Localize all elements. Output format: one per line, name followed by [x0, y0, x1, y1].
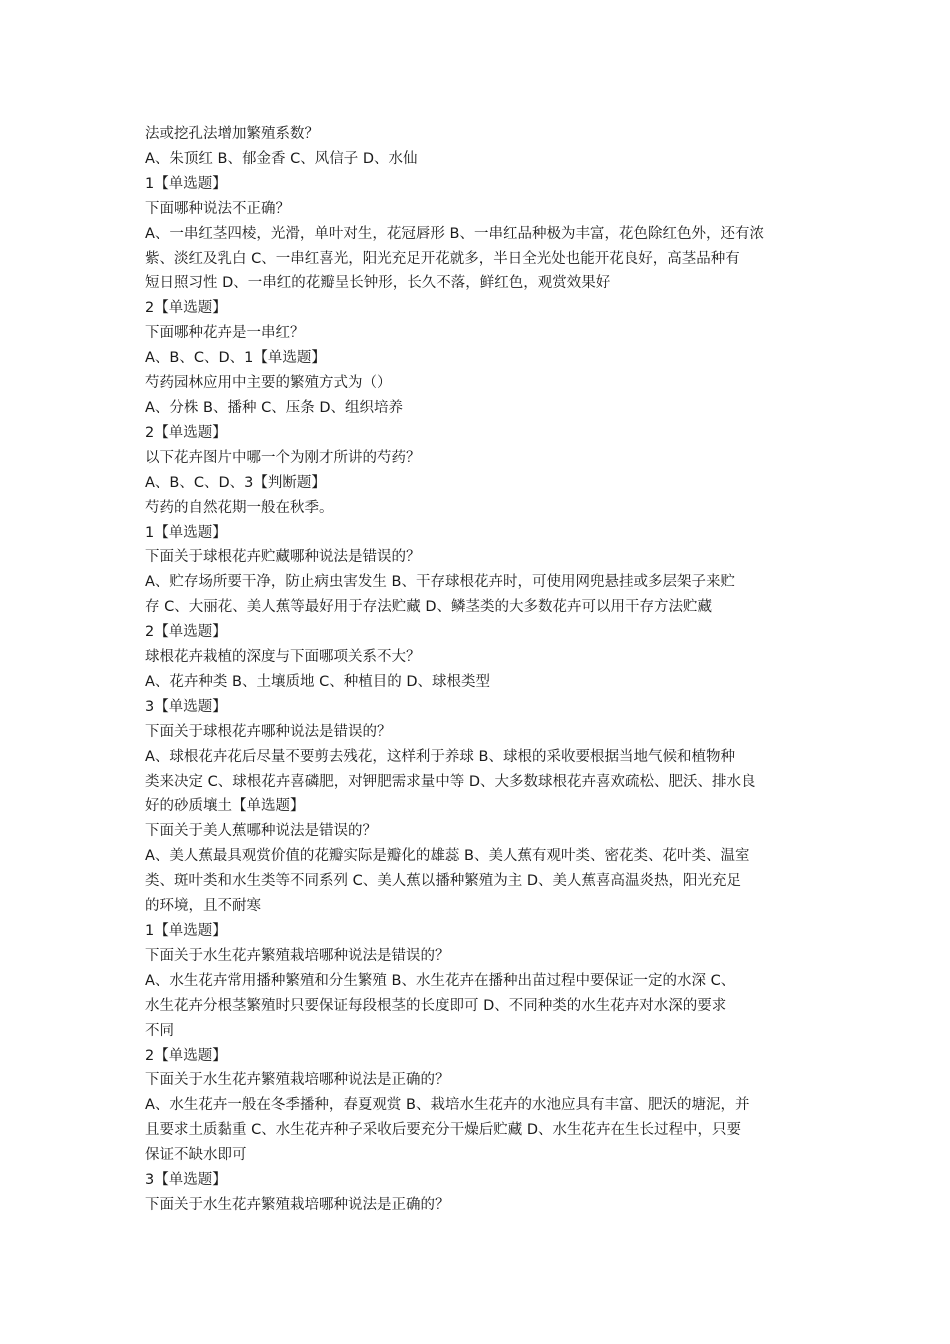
question-text: 下面关于球根花卉贮藏哪种说法是错误的？	[145, 549, 421, 566]
answer-options: 类、斑叶类和水生类等不同系列 C、美人蕉以播种繁殖为主 D、美人蕉喜高温炎热，阳光充足	[145, 873, 742, 890]
question-text: 下面哪种说法不正确？	[145, 200, 290, 217]
question-text: 下面关于球根花卉哪种说法是错误的？	[145, 723, 392, 740]
question-text: 下面关于美人蕉哪种说法是错误的？	[145, 823, 377, 840]
question-text: 球根花卉栽植的深度与下面哪项关系不大？	[145, 649, 421, 666]
question-text: 以下花卉图片中哪一个为刚才所讲的芍药？	[145, 449, 421, 466]
text-line: 法或挖孔法增加繁殖系数？	[145, 126, 319, 142]
answer-options: A、美人蕉最具观赏价值的花瓣实际是瓣化的雄蕊 B、美人蕉有观叶类、密花类、花叶类、温室	[145, 848, 750, 865]
answer-options: 存 C、大丽花、美人蕉等最好用于存法贮藏 D、鳞茎类的大多数花卉可以用干存方法贮藏	[145, 599, 713, 616]
question-text: 下面哪种花卉是一串红？	[145, 325, 305, 342]
answer-options: 且要求土质黏重 C、水生花卉种子采收后要充分干燥后贮藏 D、水生花卉在生长过程中，只要	[145, 1122, 742, 1139]
answer-options: A、球根花卉花后尽量不要剪去残花，这样利于养球 B、球根的采收要根据当地气候和植物种	[145, 748, 735, 765]
answer-options: A、B、C、D、3【判断题】	[145, 474, 326, 491]
document-body	[145, 122, 815, 1218]
answer-options: A、分株 B、播种 C、压条 D、组织培养	[145, 399, 403, 416]
answer-options: 紫、淡红及乳白 C、一串红喜光，阳光充足开花就多，半日全光处也能开花良好，高茎品种有	[145, 250, 740, 267]
answer-options: 的环境，且不耐寒	[145, 898, 261, 915]
question-number: 1【单选题】	[145, 175, 227, 192]
answer-options: A、一串红茎四棱，光滑，单叶对生，花冠唇形 B、一串红品种极为丰富，花色除红色外，还有浓	[145, 225, 764, 242]
answer-options: 不同	[145, 1022, 174, 1039]
question-number: 3【单选题】	[145, 1172, 227, 1189]
question-number: 2【单选题】	[145, 624, 227, 641]
question-text: 下面关于水生花卉繁殖栽培哪种说法是正确的？	[145, 1072, 450, 1089]
answer-options: A、水生花卉常用播种繁殖和分生繁殖 B、水生花卉在播种出苗过程中要保证一定的水深 C、	[145, 972, 736, 989]
question-text: 芍药的自然花期一般在秋季。	[145, 499, 334, 516]
answer-options: 保证不缺水即可	[145, 1147, 247, 1164]
question-number: 1【单选题】	[145, 923, 227, 939]
question-text: 芍药园林应用中主要的繁殖方式为（）	[145, 375, 392, 392]
answer-options: A、B、C、D、1【单选题】	[145, 350, 326, 367]
answer-options: 水生花卉分根茎繁殖时只要保证每段根茎的长度即可 D、不同种类的水生花卉对水深的要求	[145, 997, 727, 1014]
answer-options: 短日照习性 D、一串红的花瓣呈长钟形，长久不落，鲜红色，观赏效果好	[145, 275, 611, 292]
question-text: 下面关于水生花卉繁殖栽培哪种说法是正确的？	[145, 1196, 450, 1213]
question-number: 2【单选题】	[145, 424, 227, 441]
answer-options: 类来决定 C、球根花卉喜磷肥，对钾肥需求量中等 D、大多数球根花卉喜欢疏松、肥沃、排水良	[145, 773, 756, 790]
answer-options: 好的砂质壤土【单选题】	[145, 798, 305, 815]
question-number: 2【单选题】	[145, 1047, 227, 1064]
answer-options: A、朱顶红 B、郁金香 C、风信子 D、水仙	[145, 150, 418, 167]
question-number: 2【单选题】	[145, 300, 227, 317]
answer-options: A、花卉种类 B、土壤质地 C、种植目的 D、球根类型	[145, 673, 490, 690]
question-number: 1【单选题】	[145, 524, 227, 541]
question-text: 下面关于水生花卉繁殖栽培哪种说法是错误的？	[145, 947, 450, 964]
answer-options: A、水生花卉一般在冬季播种，春夏观赏 B、栽培水生花卉的水池应具有丰富、肥沃的塘泥，并	[145, 1097, 750, 1114]
question-number: 3【单选题】	[145, 698, 227, 715]
answer-options: A、贮存场所要干净，防止病虫害发生 B、干存球根花卉时，可使用网兜悬挂或多层架子来贮	[145, 574, 735, 591]
